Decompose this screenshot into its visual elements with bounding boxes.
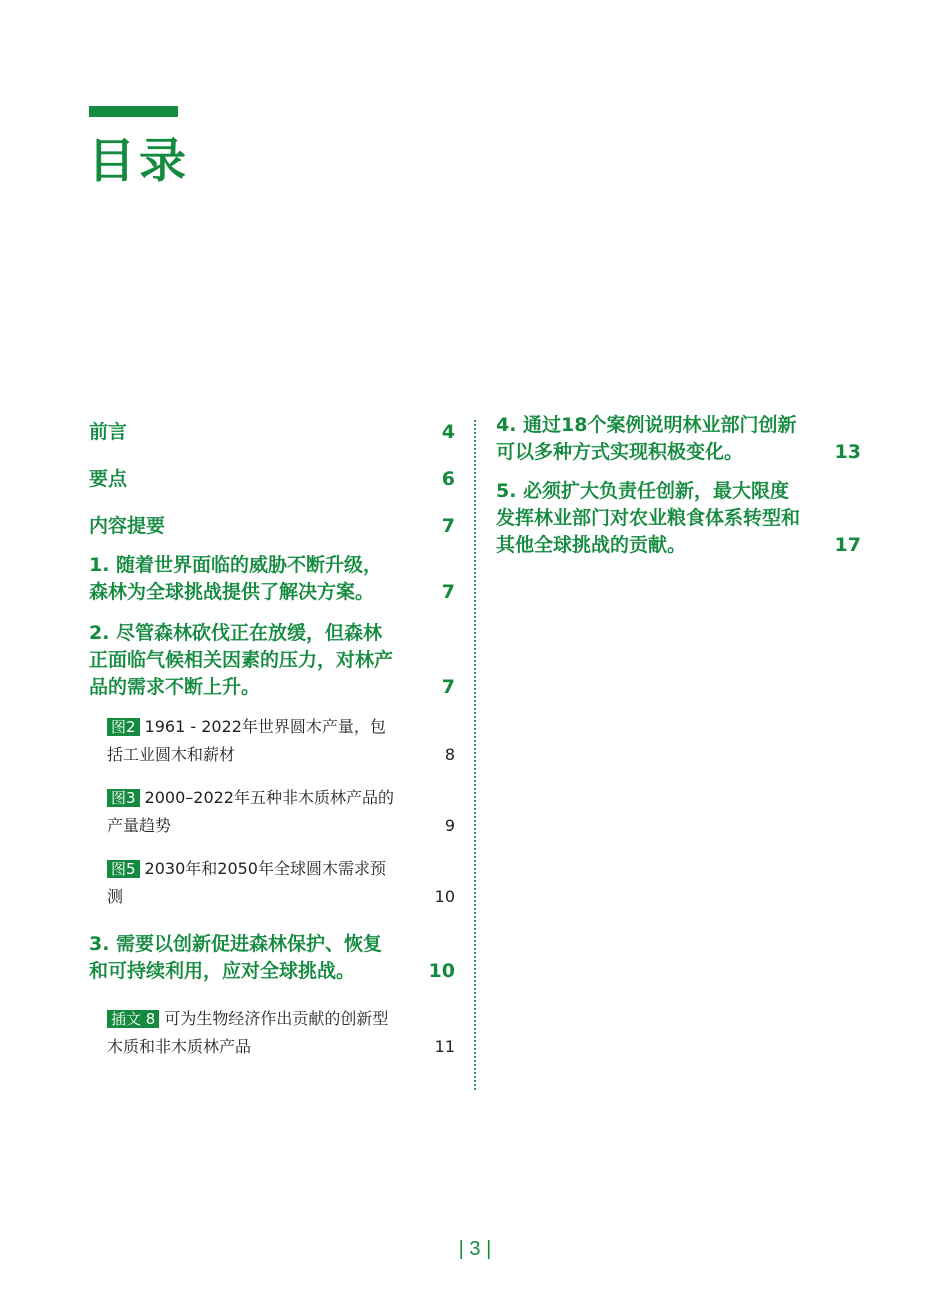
- toc-entry-page: 8: [444, 745, 455, 764]
- toc-entry-section-3[interactable]: [89, 931, 455, 985]
- toc-entry-page: 17: [834, 534, 861, 556]
- column-divider: [474, 420, 476, 1090]
- toc-entry-label: 要点: [89, 468, 128, 490]
- toc-entry-label: 1961 - 2022年世界圆木产量，包括工业圆木和薪材: [107, 717, 386, 764]
- toc-entry-summary[interactable]: [89, 506, 455, 540]
- toc-entry-page: 13: [834, 441, 861, 463]
- toc-entry-label: 2030年和2050年全球圆木需求预测: [107, 859, 386, 906]
- figure-tag: 图3: [107, 789, 140, 807]
- toc-entry-preface[interactable]: [89, 412, 455, 446]
- toc-entry-section-2[interactable]: [89, 620, 455, 701]
- toc-entry-label: 5. 必须扩大负责任创新，最大限度发挥林业部门对农业粮食体系转型和其他全球挑战的贡献。: [496, 480, 801, 556]
- toc-entry-label: 3. 需要以创新促进森林保护、恢复和可持续利用，应对全球挑战。: [89, 933, 383, 982]
- toc-entry-section-4[interactable]: [496, 412, 861, 466]
- toc-entry-figure-3[interactable]: [107, 784, 455, 840]
- toc-left-column: [89, 412, 455, 1061]
- toc-entry-page: 7: [441, 581, 455, 603]
- toc-entry-label: 2000–2022年五种非木质林产品的产量趋势: [107, 788, 394, 835]
- toc-entry-section-5[interactable]: [496, 478, 861, 559]
- toc-entry-label: 内容提要: [89, 515, 166, 537]
- title-accent-bar: [89, 106, 178, 117]
- toc-entry-label: 1. 随着世界面临的威胁不断升级，森林为全球挑战提供了解决方案。: [89, 554, 383, 603]
- toc-entry-page: 7: [441, 515, 455, 537]
- box-tag: 插文 8: [107, 1010, 159, 1028]
- toc-entry-label: 4. 通过18个案例说明林业部门创新可以多种方式实现积极变化。: [496, 414, 797, 463]
- figure-tag: 图5: [107, 860, 140, 878]
- toc-entry-page: 10: [434, 887, 455, 906]
- toc-entry-page: 9: [444, 816, 455, 835]
- toc-entry-section-1[interactable]: [89, 552, 455, 606]
- toc-entry-figure-2[interactable]: [107, 713, 455, 769]
- toc-right-column: [496, 412, 861, 559]
- toc-entry-page: 4: [441, 421, 455, 443]
- toc-entry-figure-5[interactable]: [107, 855, 455, 911]
- toc-entry-page: 11: [434, 1037, 455, 1056]
- toc-entry-key-points[interactable]: [89, 459, 455, 493]
- toc-entry-page: 10: [428, 960, 455, 982]
- toc-entry-page: 7: [441, 676, 455, 698]
- toc-entry-page: 6: [441, 468, 455, 490]
- figure-tag: 图2: [107, 718, 140, 736]
- toc-entry-label: 2. 尽管森林砍伐正在放缓，但森林正面临气候相关因素的压力，对林产品的需求不断上升。: [89, 622, 394, 698]
- toc-entry-label: 前言: [89, 421, 128, 443]
- page-title: 目录: [88, 134, 190, 189]
- page-number: | 3 |: [458, 1238, 492, 1260]
- toc-entry-box-8[interactable]: [107, 1005, 455, 1061]
- toc-entry-label: 可为生物经济作出贡献的创新型木质和非木质林产品: [107, 1009, 389, 1056]
